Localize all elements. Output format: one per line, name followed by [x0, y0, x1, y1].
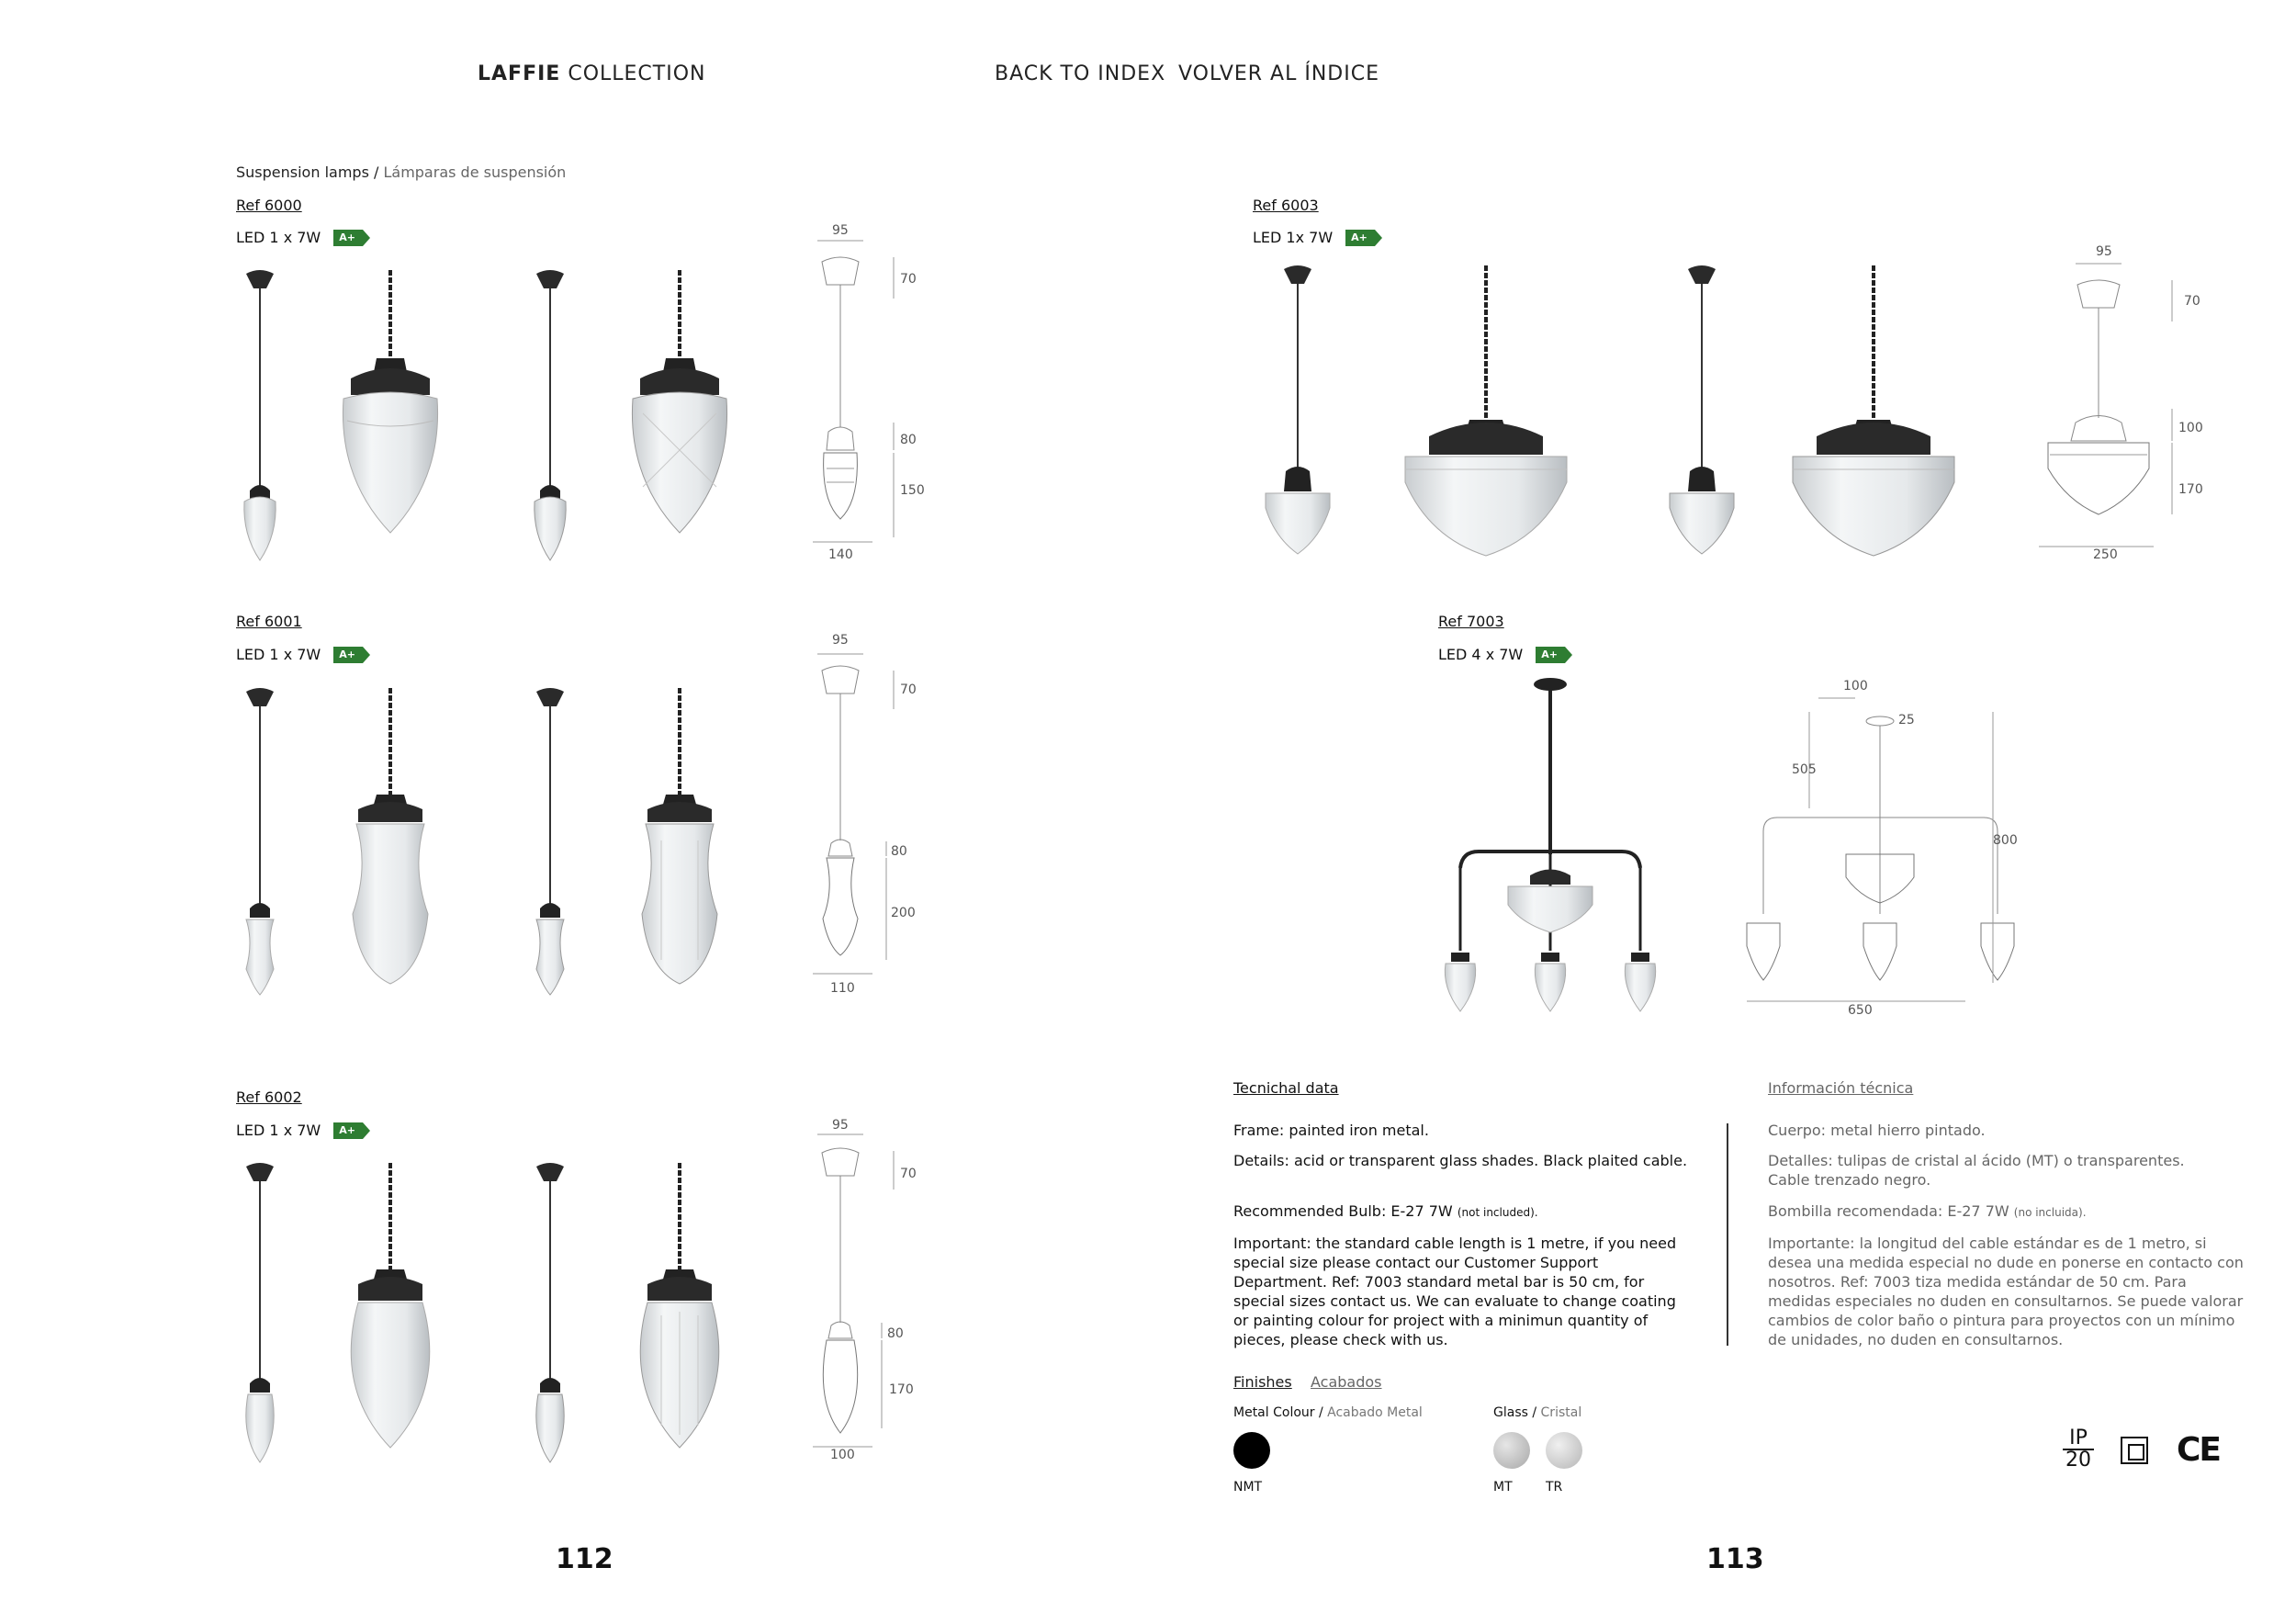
dim-width-top: 95: [832, 1118, 849, 1133]
lamp-photo-large-acid: [343, 270, 437, 533]
swatch-nmt[interactable]: [1233, 1432, 1270, 1469]
volver-al-indice-link[interactable]: VOLVER AL ÍNDICE: [1178, 62, 1379, 85]
dim-canopy-height: 70: [900, 272, 917, 287]
dim-canopy-height: 70: [900, 1167, 917, 1181]
tech-bulb-en: Recommended Bulb: E-27 7W (not included).: [1233, 1202, 1538, 1220]
dim-width-top: 95: [2096, 244, 2112, 259]
lamp-photo-large-acid: [353, 688, 428, 984]
lamp-photo-small-acid: [246, 688, 274, 995]
ref-6000-power: LED 1 x 7W A+: [236, 229, 363, 246]
ref-6000-label: Ref 6000: [236, 197, 302, 214]
dim-shade-height: 170: [2178, 482, 2203, 497]
ref-6002-power: LED 1 x 7W A+: [236, 1122, 363, 1139]
glass-label: Glass / Cristal: [1493, 1405, 1582, 1420]
dim-total-height: 800: [1993, 833, 2018, 848]
tech-data-title-es: Información técnica: [1768, 1079, 1914, 1097]
dim-holder-height: 80: [887, 1326, 904, 1341]
dim-shade-width: 100: [830, 1448, 855, 1462]
dim-shade-height: 200: [891, 906, 916, 920]
ref-6001-photos: [230, 684, 707, 997]
finishes-title-es: Acabados: [1311, 1373, 1382, 1391]
lamp-photo-large-clear: [1793, 265, 1954, 556]
collection-title: LAFFIE COLLECTION: [478, 62, 706, 85]
ref-6001-dimension-drawing: [799, 643, 946, 992]
lamp-photo-small-acid: [244, 270, 276, 560]
ce-mark-icon: CE: [2177, 1431, 2221, 1469]
ref-6002-dimension-drawing: [799, 1125, 946, 1474]
dim-shade-width: 250: [2093, 547, 2118, 562]
swatch-mt[interactable]: [1493, 1432, 1530, 1469]
tech-bulb-es: Bombilla recomendada: E-27 7W (no incluida).: [1768, 1202, 2087, 1220]
tech-important-en: Important: the standard cable length is 1 metre, if you need special size please contact our Customer Support Department. Ref: 7003 standard metal bar is 50 cm, for special sizes contact us. We can evaluate to change coating or painting colour for project with a minimun quantity of pieces, please check with us.: [1233, 1235, 1677, 1348]
code-tr: TR: [1546, 1480, 1563, 1494]
lamp-photo-small-clear: [536, 1163, 564, 1462]
ref-6002-label: Ref 6002: [236, 1088, 302, 1106]
dim-holder-height: 80: [900, 433, 917, 447]
dim-arm-height: 505: [1792, 762, 1817, 777]
ref-6000-dimension-drawing: [799, 225, 946, 565]
code-nmt: NMT: [1233, 1480, 1263, 1494]
lamp-photo-large-acid: [1405, 265, 1567, 556]
dim-canopy-height: 70: [2184, 294, 2200, 309]
ref-7003-label: Ref 7003: [1438, 613, 1504, 630]
ref-6002-photos: [230, 1159, 707, 1472]
lamp-photo-large-clear: [640, 1163, 719, 1448]
lamp-photo-small-clear: [1670, 265, 1734, 554]
tech-details-es: Detalles: tulipas de cristal al ácido (MT) o transparentes. Cable trenzado negro.: [1768, 1152, 2185, 1189]
swatch-tr[interactable]: [1546, 1432, 1582, 1469]
page-number-right: 113: [1706, 1543, 1764, 1575]
metal-colour-label: Metal Colour / Acabado Metal: [1233, 1405, 1423, 1420]
lamp-photo-large-acid: [351, 1163, 430, 1448]
ref-6001-power: LED 1 x 7W A+: [236, 646, 363, 663]
lamp-photo-small-acid: [1266, 265, 1330, 554]
energy-badge: A+: [1345, 230, 1375, 246]
ip20-icon: IP 20: [2063, 1428, 2094, 1471]
dim-shade-width: 140: [828, 547, 853, 562]
tech-details-en: Details: acid or transparent glass shades. Black plaited cable.: [1233, 1152, 1688, 1169]
code-mt: MT: [1493, 1480, 1513, 1494]
dim-width-top: 95: [832, 223, 849, 238]
energy-badge: A+: [333, 647, 363, 663]
lamp-photo-small-clear: [535, 270, 566, 560]
lamp-photo-large-clear: [642, 688, 717, 984]
dim-canopy-width: 100: [1843, 679, 1868, 694]
lamp-photo-large-clear: [632, 270, 726, 533]
energy-badge: A+: [333, 230, 363, 246]
section-title: Suspension lamps / Lámparas de suspensión: [236, 164, 567, 181]
dim-canopy-height: 25: [1898, 713, 1915, 727]
energy-badge: A+: [333, 1122, 363, 1139]
ref-6003-dimension-drawing: [2020, 248, 2186, 570]
energy-badge: A+: [1536, 647, 1565, 663]
ref-7003-photo: [1442, 675, 1681, 1024]
lamp-photo-small-clear: [536, 688, 564, 995]
finishes-title-en: Finishes: [1233, 1373, 1292, 1391]
ref-6001-label: Ref 6001: [236, 613, 302, 630]
ref-6000-photos: [230, 266, 707, 570]
tech-divider: [1727, 1123, 1728, 1346]
ref-7003-dimension-drawing: [1736, 694, 2011, 1033]
dim-shade-height: 170: [889, 1382, 914, 1397]
back-to-index-link[interactable]: BACK TO INDEX: [995, 62, 1166, 85]
dim-width-top: 95: [832, 633, 849, 648]
tech-frame-es: Cuerpo: metal hierro pintado.: [1768, 1122, 1986, 1139]
page-number-left: 112: [556, 1543, 613, 1575]
tech-important-es: Importante: la longitud del cable estándar es de 1 metro, si desea una medida especial no dude en ponerse en contacto con nosotros. Ref: 7003 tiza medida estándar de 50 cm. Para medidas especiales no duden en consultarnos. Se puede valorar cambios de color baño o pintura para proyectos con un mínimo de unidades, no duden en consultarnos.: [1768, 1235, 2244, 1348]
ref-6003-photos: [1249, 262, 1965, 565]
tech-frame-en: Frame: painted iron metal.: [1233, 1122, 1429, 1139]
double-insulation-icon: [2121, 1437, 2148, 1464]
tech-data-title-en: Tecnichal data: [1233, 1079, 1339, 1097]
ref-6003-label: Ref 6003: [1253, 197, 1319, 214]
ref-7003-power: LED 4 x 7W A+: [1438, 646, 1565, 663]
dim-shade-height: 150: [900, 483, 925, 498]
dim-canopy-height: 70: [900, 682, 917, 697]
dim-holder-height: 80: [891, 844, 907, 859]
dim-holder-height: 100: [2178, 421, 2203, 435]
dim-shade-width: 110: [830, 981, 855, 996]
lamp-photo-small-acid: [246, 1163, 274, 1462]
dim-total-width: 650: [1848, 1003, 1873, 1018]
ref-6003-power: LED 1x 7W A+: [1253, 229, 1375, 246]
